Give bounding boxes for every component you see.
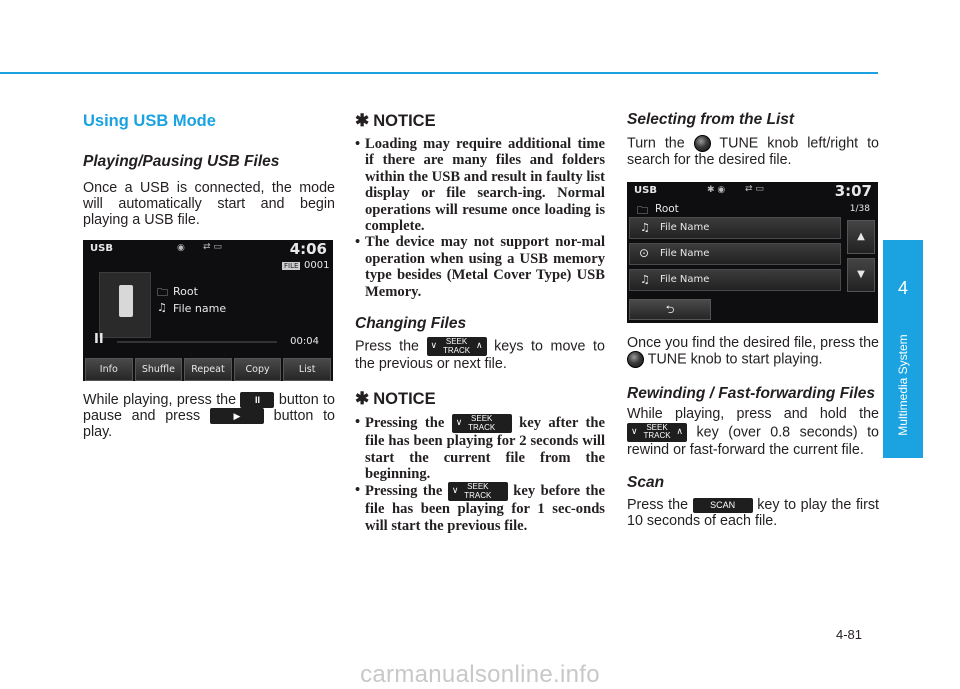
seek-down-icon: ∨ (631, 425, 638, 436)
file-list-row-label: File Name (660, 222, 710, 234)
heading-scan: Scan (627, 473, 665, 491)
progress-track (117, 341, 277, 343)
changing-text-part: keys to move to the previous or next file. (355, 338, 605, 373)
back-arrow-icon: ⮌ (665, 303, 675, 317)
now-playing-icon: ⊙ (639, 246, 650, 261)
bullet: • (355, 482, 361, 499)
changing-text-part: Press the (355, 338, 419, 355)
seek-label-top: SEEK (445, 337, 468, 347)
header-rule (0, 72, 878, 74)
rewind-paragraph (627, 406, 879, 457)
notice-1-title (355, 111, 605, 131)
bluetooth-status-icon: ✱ ◉ (707, 185, 726, 196)
folder-icon: 🗀 (637, 204, 648, 218)
shuffle-button[interactable]: Shuffle (135, 358, 183, 381)
scroll-down-button[interactable]: ▼ (847, 258, 875, 292)
page-indicator: 1/38 (849, 204, 870, 215)
list-button[interactable]: List (283, 358, 331, 381)
seek-label-bottom: TRACK (468, 422, 496, 432)
after-text-part: TUNE knob to start playing. (647, 351, 823, 368)
column-usb-mode (83, 108, 335, 440)
usb-source-label: USB (90, 242, 113, 254)
notice-2-text-part: Pressing the (365, 483, 443, 500)
seek-track-key (427, 337, 487, 356)
scan-key: SCAN (693, 498, 753, 513)
seek-label-top: SEEK (646, 422, 668, 432)
notice-star-icon: ✱ (355, 111, 370, 130)
rewind-text-part: While playing, press and hold the (627, 406, 879, 423)
seek-label-top: SEEK (467, 482, 489, 492)
music-note-icon: ♫ (640, 273, 650, 287)
usb-connected-icon: ⇄ ▭ (745, 184, 764, 195)
chapter-side-tab (883, 240, 923, 458)
bullet: • (355, 414, 361, 431)
seek-label-bottom: TRACK (464, 490, 492, 500)
playing-paragraph: Once a USB is connected, the mode will automatically start and begin playing a USB file. (83, 180, 335, 229)
seek-up-icon: ∧ (475, 340, 483, 351)
notice-2-item (355, 482, 605, 534)
notice-1-label: NOTICE (373, 111, 436, 130)
seek-track-key (627, 423, 687, 442)
column-list-controls (627, 108, 879, 529)
folder-icon: 🗀 (157, 285, 168, 299)
pause-play-paragraph (83, 392, 335, 441)
heading-playing-pausing: Playing/Pausing USB Files (83, 153, 280, 170)
selecting-paragraph (627, 135, 879, 168)
seek-key-label (452, 415, 512, 432)
notice-2-text-part: key after the file has been playing for 2 seconds will start the current file from the beginning. (365, 415, 605, 483)
pause-key: II (240, 392, 274, 408)
heading-selecting-list: Selecting from the List (627, 111, 795, 128)
file-list-row[interactable] (629, 217, 841, 239)
notice-1-item (355, 136, 605, 234)
folder-name: Root (655, 203, 679, 216)
usb-button-bar (83, 358, 333, 381)
tune-knob-icon (694, 135, 711, 152)
info-button[interactable]: Info (85, 358, 133, 381)
notice-2-text-part: Pressing the (365, 415, 445, 432)
seek-up-icon: ∧ (676, 425, 683, 436)
seek-label-bottom: TRACK (643, 431, 671, 441)
bullet: • (355, 234, 361, 251)
usb-file-list-screen (627, 182, 878, 323)
notice-2-label: NOTICE (373, 389, 436, 408)
seek-track-key (452, 414, 512, 433)
scan-paragraph (627, 497, 879, 529)
scroll-up-button[interactable]: ▲ (847, 220, 875, 254)
usb-player-screen (83, 240, 333, 381)
file-list-row-label: File Name (660, 248, 710, 260)
seek-key-label (448, 483, 508, 500)
seek-down-icon: ∨ (455, 417, 463, 428)
heading-changing-files: Changing Files (355, 315, 467, 333)
file-number: 0001 (304, 259, 330, 271)
bluetooth-status-icon: ◉ (177, 242, 185, 253)
seek-down-icon: ∨ (430, 340, 438, 351)
notice-1-item (355, 234, 605, 300)
file-list-row-label: File Name (660, 274, 710, 286)
notice-2-list (355, 414, 605, 534)
selecting-text-part: Turn the (627, 135, 685, 152)
pause-text-part: button to play. (83, 407, 336, 441)
pause-text-part: While playing, press the (83, 391, 237, 408)
copy-button[interactable]: Copy (234, 358, 282, 381)
notice-1-item-text: Loading may require additional time if there are many files and folders within the USB and result in faulty list display or file search-ing. Normal operations will resume once loading is complete. (365, 136, 605, 235)
file-list-row[interactable] (629, 269, 841, 291)
scan-text-part: key to play the first 10 seconds of each file. (627, 496, 879, 530)
usb-connected-icon: ⇄ ▭ (203, 241, 222, 252)
seek-down-icon: ∨ (451, 485, 459, 496)
scan-text-part: Press the (627, 496, 689, 513)
page-number: 4-81 (836, 627, 863, 642)
pause-text-part: button to pause and press (83, 391, 335, 424)
seek-label-top: SEEK (471, 414, 493, 424)
column-notices (355, 108, 605, 534)
notice-2-text-part: key before the file has been playing for 1 sec-onds will start the previous file. (365, 483, 605, 534)
clock-display: 4:06 (289, 239, 327, 258)
folder-name: Root (173, 284, 198, 298)
rewind-text-part: key (over 0.8 seconds) to rewind or fast-forward the current file. (627, 423, 879, 458)
tune-knob-icon (627, 351, 644, 368)
changing-paragraph (355, 337, 605, 372)
repeat-button[interactable]: Repeat (184, 358, 232, 381)
chapter-number: 4 (897, 278, 908, 298)
file-badge: FILE (284, 261, 299, 270)
notice-star-icon: ✱ (355, 389, 370, 409)
notice-2-title (355, 389, 605, 409)
album-art (99, 272, 151, 338)
elapsed-time: 00:04 (290, 335, 319, 347)
site-watermark: carmanualsonline.info (360, 661, 600, 688)
pause-state-icon: II (94, 331, 104, 347)
clock-display: 3:07 (834, 182, 872, 201)
back-button[interactable] (629, 299, 711, 320)
selecting-text-part: TUNE knob left/right to search for the desired file. (627, 135, 879, 168)
notice-2-item (355, 414, 605, 482)
notice-1-item-text: The device may not support nor-mal operation when using a USB memory type besides (Metal Cover Type) USB Memory. (365, 234, 605, 300)
usb-source-label: USB (634, 185, 657, 197)
chapter-label: Multimedia System (896, 334, 910, 436)
heading-rewind-ff: Rewinding / Fast-forwarding Files (627, 385, 876, 403)
start-playing-paragraph (627, 335, 879, 368)
after-text-part: Once you find the desired file, press the (627, 335, 879, 352)
section-title-using-usb: Using USB Mode (83, 112, 216, 130)
usb-stick-icon (119, 285, 133, 317)
file-list-row[interactable] (629, 243, 841, 265)
seek-label-bottom: TRACK (442, 345, 471, 355)
notice-1-list (355, 136, 605, 300)
play-key: ▶ (210, 408, 264, 424)
music-note-icon: ♫ (640, 221, 650, 235)
file-name: File name (173, 301, 227, 315)
music-note-icon: ♫ (157, 300, 167, 314)
bullet: • (355, 136, 361, 152)
seek-track-key (448, 482, 508, 501)
